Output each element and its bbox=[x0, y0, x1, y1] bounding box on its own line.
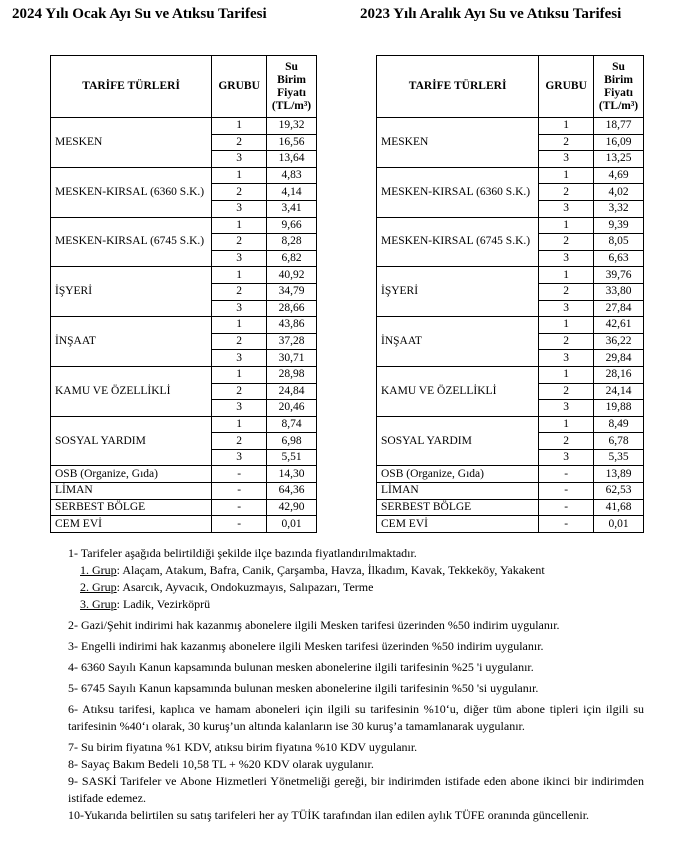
tariff-type-name: İŞYERİ bbox=[51, 267, 212, 317]
unit-price: 6,82 bbox=[267, 250, 317, 267]
table-row bbox=[51, 516, 317, 533]
table-row bbox=[377, 217, 644, 234]
table-header-row bbox=[377, 56, 644, 118]
group-number: 3 bbox=[212, 151, 267, 168]
header-su-birim-fiyati: Su Birim Fiyatı (TL/m³) bbox=[267, 56, 317, 118]
group-number: 3 bbox=[539, 400, 594, 417]
header-su-birim-fiyati: Su Birim Fiyatı (TL/m³) bbox=[594, 56, 644, 118]
tariff-table-2024 bbox=[50, 55, 317, 533]
unit-price: 37,28 bbox=[267, 333, 317, 350]
tariff-type-name: İŞYERİ bbox=[377, 267, 539, 317]
unit-price: 19,88 bbox=[594, 400, 644, 417]
group-number: 1 bbox=[212, 366, 267, 383]
tariff-type-name: LİMAN bbox=[377, 483, 539, 500]
unit-price: 6,98 bbox=[267, 433, 317, 450]
tariff-type-name: İNŞAAT bbox=[51, 317, 212, 367]
table-row bbox=[377, 267, 644, 284]
tariff-type-name: MESKEN bbox=[51, 118, 212, 168]
unit-price: 43,86 bbox=[267, 317, 317, 334]
group-number: 3 bbox=[212, 350, 267, 367]
table-row bbox=[377, 416, 644, 433]
unit-price: 3,32 bbox=[594, 200, 644, 217]
note-5: 5- 6745 Sayılı Kanun kapsamında bulunan mesken abonelerine ilgili tarifesinin %50 'si uygulanır. bbox=[68, 681, 539, 695]
table-row bbox=[51, 466, 317, 483]
table-row bbox=[51, 366, 317, 383]
unit-price: 39,76 bbox=[594, 267, 644, 284]
unit-price: 16,09 bbox=[594, 134, 644, 151]
note-4: 4- 6360 Sayılı Kanun kapsamında bulunan mesken abonelerine ilgili tarifesinin %25 'i uygulanır. bbox=[68, 660, 534, 674]
table-row bbox=[51, 118, 317, 135]
unit-price: 27,84 bbox=[594, 300, 644, 317]
unit-price: 4,83 bbox=[267, 167, 317, 184]
group-2-districts: : Asarcık, Ayvacık, Ondokuzmayıs, Salıpazarı, Terme bbox=[116, 580, 374, 594]
unit-price: 13,64 bbox=[267, 151, 317, 168]
group-number: 3 bbox=[539, 350, 594, 367]
group-number: 2 bbox=[212, 283, 267, 300]
table-row bbox=[377, 366, 644, 383]
table-row bbox=[377, 466, 644, 483]
group-number: 1 bbox=[539, 167, 594, 184]
group-number: 1 bbox=[212, 416, 267, 433]
unit-price: 42,90 bbox=[267, 499, 317, 516]
group-number: 1 bbox=[212, 267, 267, 284]
unit-price: 18,77 bbox=[594, 118, 644, 135]
table-row bbox=[51, 317, 317, 334]
group-number: - bbox=[212, 483, 267, 500]
note-6: 6- Atıksu tarifesi, kaplıca ve hamam aboneleri için ilgili su tarifesinin %10‘u, diğer tüm abone tipleri için ilgili su tarifesinin %40‘ı olarak, 30 kuruş’un altında kalanların ise 30 kuruş’a tamamlanarak uygulanır. bbox=[68, 702, 644, 733]
group-3-line bbox=[68, 596, 644, 613]
unit-price: 6,63 bbox=[594, 250, 644, 267]
table-row bbox=[377, 167, 644, 184]
table-row bbox=[51, 167, 317, 184]
group-number: 2 bbox=[539, 234, 594, 251]
notes-section bbox=[68, 545, 644, 824]
group-number: - bbox=[539, 483, 594, 500]
group-1-line bbox=[68, 562, 644, 579]
unit-price: 64,36 bbox=[267, 483, 317, 500]
unit-price: 42,61 bbox=[594, 317, 644, 334]
group-number: - bbox=[212, 516, 267, 533]
group-number: 3 bbox=[212, 449, 267, 466]
tariff-table-2023 bbox=[376, 55, 644, 533]
unit-price: 24,84 bbox=[267, 383, 317, 400]
unit-price: 9,66 bbox=[267, 217, 317, 234]
tariff-type-name: OSB (Organize, Gıda) bbox=[51, 466, 212, 483]
unit-price: 30,71 bbox=[267, 350, 317, 367]
group-number: 1 bbox=[539, 366, 594, 383]
tariff-type-name: CEM EVİ bbox=[51, 516, 212, 533]
tariff-type-name: SERBEST BÖLGE bbox=[377, 499, 539, 516]
table-row bbox=[51, 267, 317, 284]
group-number: 1 bbox=[212, 118, 267, 135]
unit-price: 4,14 bbox=[267, 184, 317, 201]
group-number: 3 bbox=[212, 200, 267, 217]
table-header-row bbox=[51, 56, 317, 118]
group-number: 1 bbox=[539, 217, 594, 234]
tariff-type-name: SERBEST BÖLGE bbox=[51, 499, 212, 516]
unit-price: 62,53 bbox=[594, 483, 644, 500]
group-number: 3 bbox=[212, 250, 267, 267]
group-number: 1 bbox=[212, 317, 267, 334]
group-number: 2 bbox=[539, 184, 594, 201]
table-row bbox=[51, 217, 317, 234]
tariff-type-name: İNŞAAT bbox=[377, 317, 539, 367]
note-8: 8- Sayaç Bakım Bedeli 10,58 TL + %20 KDV olarak uygulanır. bbox=[68, 757, 374, 771]
group-number: 3 bbox=[539, 200, 594, 217]
unit-price: 28,16 bbox=[594, 366, 644, 383]
tariff-type-name: SOSYAL YARDIM bbox=[377, 416, 539, 466]
table-row bbox=[377, 516, 644, 533]
tariff-type-name: MESKEN-KIRSAL (6360 S.K.) bbox=[377, 167, 539, 217]
group-number: 2 bbox=[539, 134, 594, 151]
group-number: 2 bbox=[539, 383, 594, 400]
header-grubu: GRUBU bbox=[539, 56, 594, 118]
group-number: 2 bbox=[212, 134, 267, 151]
tariff-type-name: OSB (Organize, Gıda) bbox=[377, 466, 539, 483]
unit-price: 28,66 bbox=[267, 300, 317, 317]
group-number: 2 bbox=[212, 433, 267, 450]
note-9: 9- SASKİ Tarifeler ve Abone Hizmetleri Yönetmeliği gereği, bir indirimden istifade eden abone ikinci bir indirimden istifade edemez. bbox=[68, 774, 644, 805]
group-number: - bbox=[212, 466, 267, 483]
tariff-type-name: KAMU VE ÖZELLİKLİ bbox=[51, 366, 212, 416]
unit-price: 4,69 bbox=[594, 167, 644, 184]
tariff-type-name: SOSYAL YARDIM bbox=[51, 416, 212, 466]
table-row bbox=[377, 499, 644, 516]
unit-price: 19,32 bbox=[267, 118, 317, 135]
group-1-districts: : Alaçam, Atakum, Bafra, Canik, Çarşamba, Havza, İlkadım, Kavak, Tekkeköy, Yakakent bbox=[116, 563, 545, 577]
tariff-type-name: KAMU VE ÖZELLİKLİ bbox=[377, 366, 539, 416]
group-number: 3 bbox=[539, 300, 594, 317]
group-number: - bbox=[539, 499, 594, 516]
table-row bbox=[51, 499, 317, 516]
group-number: 2 bbox=[539, 433, 594, 450]
header-tarife-turleri: TARİFE TÜRLERİ bbox=[51, 56, 212, 118]
group-number: 3 bbox=[539, 449, 594, 466]
group-number: 2 bbox=[539, 333, 594, 350]
unit-price: 5,51 bbox=[267, 449, 317, 466]
unit-price: 8,28 bbox=[267, 234, 317, 251]
group-number: 3 bbox=[539, 151, 594, 168]
group-1-label: 1. Grup bbox=[80, 563, 117, 577]
unit-price: 9,39 bbox=[594, 217, 644, 234]
unit-price: 8,49 bbox=[594, 416, 644, 433]
unit-price: 6,78 bbox=[594, 433, 644, 450]
group-number: 2 bbox=[212, 383, 267, 400]
note-2: 2- Gazi/Şehit indirimi hak kazanmış abonelere ilgili Mesken tarifesi üzerinden %50 indirim uygulanır. bbox=[68, 618, 560, 632]
tariff-type-name: MESKEN-KIRSAL (6360 S.K.) bbox=[51, 167, 212, 217]
title-2024-ocak: 2024 Yılı Ocak Ayı Su ve Atıksu Tarifesi bbox=[12, 6, 267, 22]
header-tarife-turleri: TARİFE TÜRLERİ bbox=[377, 56, 539, 118]
unit-price: 0,01 bbox=[594, 516, 644, 533]
unit-price: 33,80 bbox=[594, 283, 644, 300]
unit-price: 29,84 bbox=[594, 350, 644, 367]
group-number: 2 bbox=[212, 184, 267, 201]
unit-price: 34,79 bbox=[267, 283, 317, 300]
note-3: 3- Engelli indirimi hak kazanmış abonelere ilgili Mesken tarifesi üzerinden %50 indirim uygulanır. bbox=[68, 639, 544, 653]
group-number: 1 bbox=[539, 267, 594, 284]
table-row bbox=[51, 483, 317, 500]
group-2-line bbox=[68, 579, 644, 596]
table-row bbox=[377, 483, 644, 500]
unit-price: 3,41 bbox=[267, 200, 317, 217]
tariff-type-name: MESKEN-KIRSAL (6745 S.K.) bbox=[51, 217, 212, 267]
group-number: 2 bbox=[212, 234, 267, 251]
group-number: 3 bbox=[539, 250, 594, 267]
group-number: 1 bbox=[539, 317, 594, 334]
group-number: 1 bbox=[212, 167, 267, 184]
note-1: 1- Tarifeler aşağıda belirtildiği şekilde ilçe bazında fiyatlandırılmaktadır. bbox=[68, 546, 417, 560]
tariff-type-name: LİMAN bbox=[51, 483, 212, 500]
header-grubu: GRUBU bbox=[212, 56, 267, 118]
unit-price: 13,25 bbox=[594, 151, 644, 168]
unit-price: 28,98 bbox=[267, 366, 317, 383]
group-2-label: 2. Grup bbox=[80, 580, 117, 594]
table-row bbox=[51, 416, 317, 433]
tariff-type-name: MESKEN-KIRSAL (6745 S.K.) bbox=[377, 217, 539, 267]
unit-price: 24,14 bbox=[594, 383, 644, 400]
unit-price: 20,46 bbox=[267, 400, 317, 417]
note-7: 7- Su birim fiyatına %1 KDV, atıksu birim fiyatına %10 KDV uygulanır. bbox=[68, 740, 418, 754]
unit-price: 0,01 bbox=[267, 516, 317, 533]
note-10: 10-Yukarıda belirtilen su satış tarifeleri her ay TÜİK tarafından ilan edilen aylık TÜFE oranında güncellenir. bbox=[68, 808, 590, 822]
unit-price: 5,35 bbox=[594, 449, 644, 466]
group-number: 1 bbox=[539, 416, 594, 433]
table-row bbox=[377, 118, 644, 135]
group-number: 1 bbox=[539, 118, 594, 135]
unit-price: 36,22 bbox=[594, 333, 644, 350]
group-number: 1 bbox=[212, 217, 267, 234]
tariff-type-name: MESKEN bbox=[377, 118, 539, 168]
group-number: - bbox=[539, 516, 594, 533]
unit-price: 14,30 bbox=[267, 466, 317, 483]
group-3-districts: : Ladik, Vezirköprü bbox=[116, 597, 211, 611]
title-2023-aralik: 2023 Yılı Aralık Ayı Su ve Atıksu Tarifesi bbox=[360, 6, 622, 22]
unit-price: 13,89 bbox=[594, 466, 644, 483]
group-number: 2 bbox=[539, 283, 594, 300]
group-3-label: 3. Grup bbox=[80, 597, 117, 611]
unit-price: 41,68 bbox=[594, 499, 644, 516]
group-number: 3 bbox=[212, 400, 267, 417]
group-number: 3 bbox=[212, 300, 267, 317]
unit-price: 40,92 bbox=[267, 267, 317, 284]
unit-price: 8,74 bbox=[267, 416, 317, 433]
table-row bbox=[377, 317, 644, 334]
unit-price: 16,56 bbox=[267, 134, 317, 151]
tariff-type-name: CEM EVİ bbox=[377, 516, 539, 533]
unit-price: 8,05 bbox=[594, 234, 644, 251]
group-number: 2 bbox=[212, 333, 267, 350]
unit-price: 4,02 bbox=[594, 184, 644, 201]
group-number: - bbox=[212, 499, 267, 516]
group-number: - bbox=[539, 466, 594, 483]
